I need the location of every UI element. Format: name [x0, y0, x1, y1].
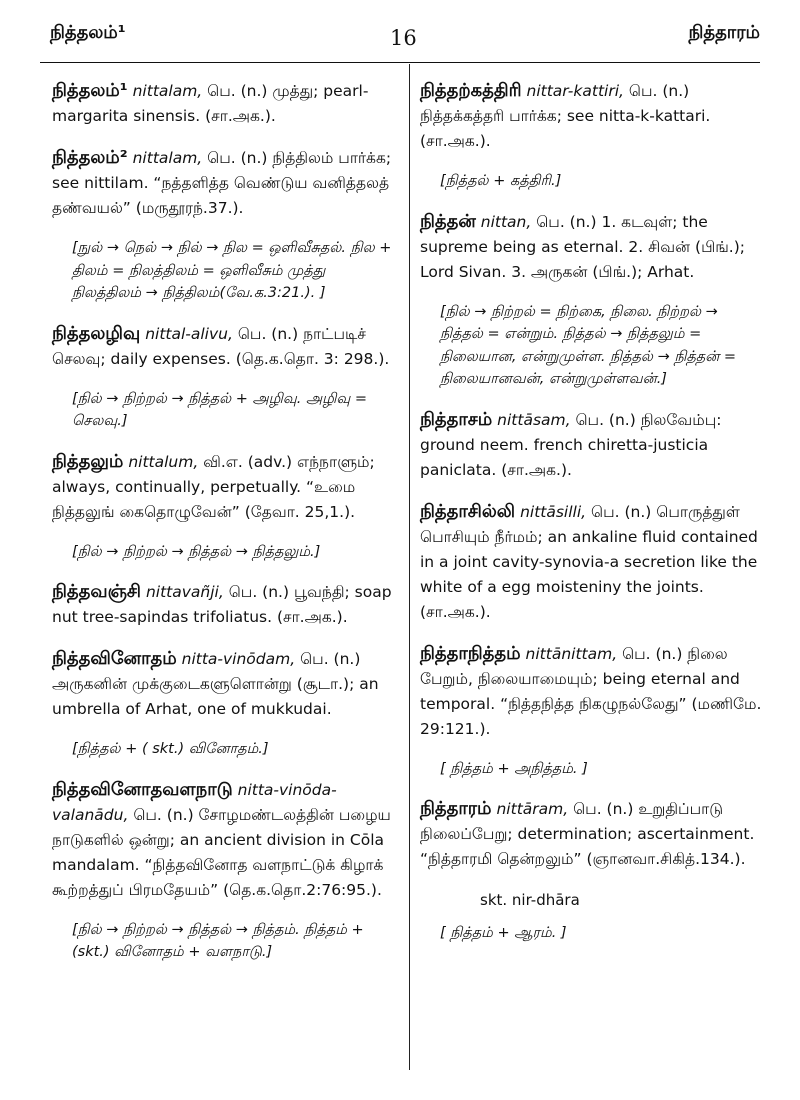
transliteration: nittāsilli,: [520, 502, 587, 521]
transliteration: nittāram,: [496, 800, 569, 818]
headword: நித்தவஞ்சி: [52, 581, 142, 602]
definition: பெ. (n.) நிலை பேறும், நிலையாமையும்; being eternal and temporal. “நித்தநித்த நிகழுநல்லேது” (மணிமே. 29:121.).: [420, 644, 762, 738]
transliteration: nitta-vinōda-valanādu,: [52, 780, 337, 824]
dictionary-entry: [52, 145, 397, 221]
etymology: [நில் → நிற்றல் = நிற்கை, நிலை. நிற்றல் → நித்தல் = என்றும். நித்தல் → நித்தலும் = நிலையான, என்றுமுள்ள. நித்தல் → நித்தன் = நிலையானவன், என்றுமுள்ளவன்.]: [440, 303, 737, 387]
definition: பெ. (n.) நித்திலம் பார்க்க; see nittilam. “நத்தளித்த வெண்டுய வனித்தலத் தண்வயல்” (மருதூரந்.37.).: [52, 149, 392, 217]
definition: பெ. (n.) உறுதிப்பாடு நிலைப்பேறு; determination; ascertainment. “நித்தாரமி தென்றலும்” (ஞானவா.சிகித்.134.).: [420, 800, 755, 868]
transliteration: nittalam,: [132, 82, 203, 100]
transliteration: nittalum,: [128, 452, 199, 471]
transliteration: nittan,: [480, 212, 532, 231]
sanskrit-note: skt. nir-dhāra: [480, 891, 580, 909]
definition: பெ. (n.) பொருத்துள் பொசியும் நீர்மம்; an ankaline fluid contained in a joint cavity-synovia-a secretion like the white of a egg moisteniny the joints. (சா.அக.).: [420, 502, 758, 621]
transliteration: nittalam,: [132, 149, 203, 167]
headword: நித்தன்: [420, 210, 476, 232]
definition: பெ. (n.) சோழமண்டலத்தின் பழைய நாடுகளில் ஒன்று; an ancient division in Cōla mandalam. “நித்தவினோத வளநாட்டுக் கிழாக் கூற்றத்துப் பிரமதேயம்” (தெ.க.தொ.2:76:95.).: [52, 805, 391, 899]
page-header: [0, 0, 800, 62]
left-column: [52, 78, 397, 980]
dictionary-entry: [52, 449, 397, 525]
transliteration: nittal-alivu,: [145, 324, 233, 343]
dictionary-entry: [420, 78, 765, 154]
header-left-guide-word: நித்தலம்¹: [50, 22, 126, 43]
headword: நித்தாரம்: [420, 798, 492, 819]
headword: நித்தாநித்தம்: [420, 642, 521, 664]
headword: நித்தாசில்லி: [420, 500, 516, 522]
headword: நித்தலழிவு: [52, 322, 141, 344]
definition: பெ. (n.) நாட்படிச் செலவு; daily expenses. (தெ.க.தொ. 3: 298.).: [52, 324, 390, 368]
dictionary-entry: [52, 78, 397, 129]
right-column: [420, 78, 765, 961]
definition: பெ. (n.) நித்தக்கத்தரி பார்க்க; see nitta-k-kattari. (சா.அக.).: [420, 82, 711, 150]
transliteration: nittar-kattiri,: [526, 82, 624, 100]
header-rule: [40, 62, 760, 63]
transliteration: nittāsam,: [497, 410, 571, 429]
column-divider: [409, 64, 410, 1070]
transliteration: nittānittam,: [525, 644, 618, 663]
headword: நித்தாசம்: [420, 408, 493, 430]
transliteration: nittavañji,: [145, 583, 224, 601]
dictionary-entry: [52, 579, 397, 630]
dictionary-entry: [52, 321, 397, 372]
transliteration: nitta-vinōdam,: [181, 650, 296, 668]
headword: நித்தவினோதம்: [52, 648, 177, 669]
dictionary-entry: [420, 407, 765, 483]
definition: பெ. (n.) அருகனின் முக்குடைகளுளொன்று (சூடா.); an umbrella of Arhat, one of mukkudai.: [52, 650, 379, 718]
definition: பெ. (n.) 1. கடவுள்; the supreme being as eternal. 2. சிவன் (பிங்.); Lord Sivan. 3. அருகன் (பிங்.); Arhat.: [420, 212, 745, 281]
headword: நித்தற்கத்திரி: [420, 80, 522, 101]
dictionary-entry: [420, 796, 765, 872]
definition: பெ. (n.) முத்து; pearl-margarita sinensis. (சா.அக.).: [52, 82, 369, 125]
dictionary-entry: [420, 499, 765, 625]
etymology: [ நித்தம் + ஆரம். ]: [440, 925, 567, 941]
headword: நித்தலும்: [52, 450, 124, 472]
dictionary-entry: [52, 646, 397, 722]
etymology: [ நித்தம் + அநித்தம். ]: [440, 760, 588, 777]
header-right-guide-word: நித்தாரம்: [688, 22, 760, 43]
dictionary-entry: [420, 209, 765, 285]
headword: நித்தலம்²: [52, 147, 128, 168]
etymology: [நில் → நிற்றல் → நித்தல் → நித்தம். நித்தம் + (skt.) வினோதம் + வளநாடு.]: [72, 921, 364, 960]
definition: பெ. (n.) நிலவேம்பு: ground neem. french chiretta-justicia paniclata. (சா.அக.).: [420, 410, 722, 479]
dictionary-entry: [52, 777, 397, 903]
page-number: 16: [390, 26, 417, 50]
headword: நித்தவினோதவளநாடு: [52, 778, 233, 800]
definition: வி.எ. (adv.) எந்நாளும்; always, continually, perpetually. “உமை நித்தலுங் கைதொழுவேன்” (தேவா. 25,1.).: [52, 452, 375, 521]
etymology: [நில் → நிற்றல் → நித்தல் + அழிவு. அழிவு = செலவு.]: [72, 390, 368, 429]
headword: நித்தலம்¹: [52, 80, 128, 101]
etymology: [நித்தல் + ( skt.) வினோதம்.]: [72, 741, 269, 757]
definition: பெ. (n.) பூவந்தி; soap nut tree-sapindas trifoliatus. (சா.அக.).: [52, 583, 392, 626]
etymology: [நுல் → நெல் → நில் → நில = ஒளிவீசுதல். நில + திலம் = நிலத்திலம் = ஒளிவீசும் முத்து நிலத்திலம் → நித்திலம்(வே.க.3:21.). ]: [72, 240, 392, 301]
dictionary-entry: [420, 641, 765, 742]
etymology: [நித்தல் + கத்திரி.]: [440, 173, 562, 189]
etymology: [நில் → நிற்றல் → நித்தல் → நித்தலும்.]: [72, 543, 321, 560]
